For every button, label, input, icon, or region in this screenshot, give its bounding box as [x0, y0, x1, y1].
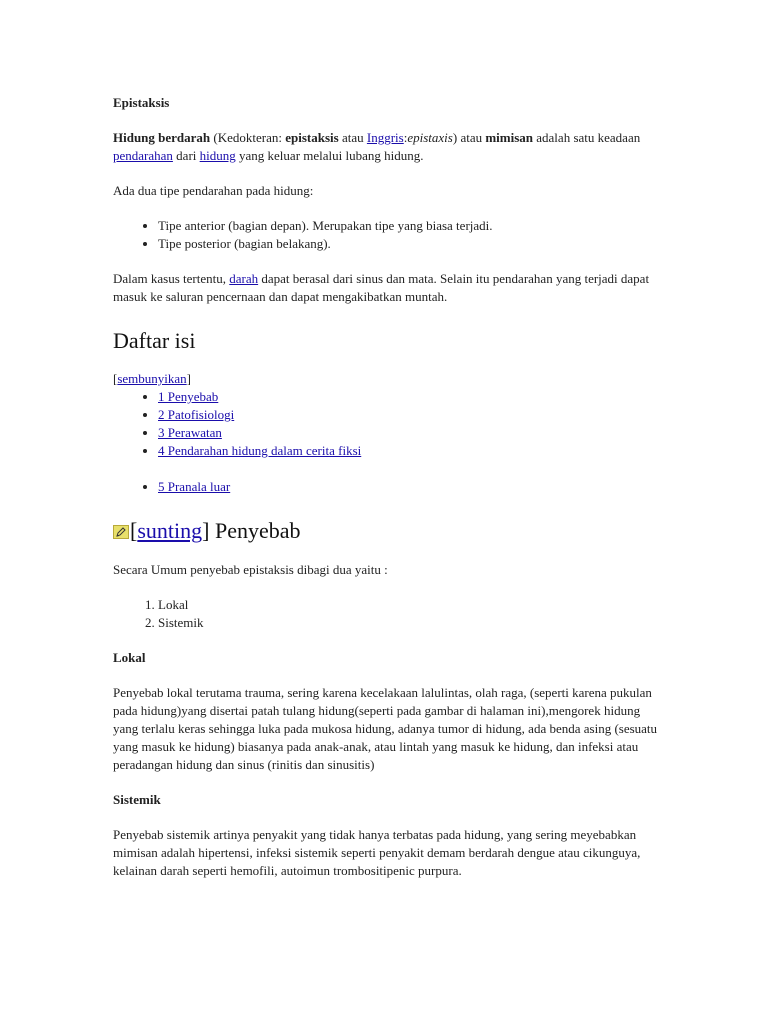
term-epistaxis: epistaxis	[407, 130, 453, 145]
link-hidung[interactable]: hidung	[199, 148, 236, 163]
bleeding-types-list	[113, 217, 658, 253]
list-item: 2. Sistemik	[158, 614, 658, 632]
intro-text-3: :	[403, 130, 408, 145]
edit-link-sunting[interactable]: sunting	[137, 518, 203, 543]
toc-item	[158, 478, 658, 496]
sistemik-paragraph: Penyebab sistemik artinya penyakit yang tidak hanya terbatas pada hidung, yang sering meyebabkan mimisan adalah hipertensi, infeksi sistemik seperti penyakit demam berdarah dengue atau cikunguya, kelainan darah seperti hemofili, autoimun trombositipenic purpura.	[113, 827, 641, 878]
types-intro: Ada dua tipe pendarahan pada hidung:	[113, 183, 314, 198]
lokal-paragraph: Penyebab lokal terutama trauma, sering karena kecelakaan lalulintas, olah raga, (seperti karena pukulan pada hidung)yang disertai patah tulang hidung(seperti pada gambar di halaman ini),mengorek hidung yang terlalu keras sehingga luka pada mukosa hidung, adanya tumor di hidung, ada benda asing (sesuatu yang masuk ke hidung) biasanya pada anak-anak, atau lintah yang masuk ke hidung, dan infeksi atau peradangan hidung dan sinus (rinitis dan sinusitis)	[113, 685, 658, 772]
toc-spacer	[158, 460, 658, 478]
toc-bracket-close: ]	[186, 371, 192, 386]
edit-bracket-close: ]	[202, 518, 210, 543]
intro-text-5: adalah satu keadaan	[533, 130, 641, 145]
intro-text-4: ) atau	[452, 130, 486, 145]
toc-link-fiksi[interactable]: 4 Pendarahan hidung dalam cerita fiksi	[158, 443, 362, 458]
intro-text-2: atau	[338, 130, 367, 145]
toc-link-penyebab[interactable]: 1 Penyebab	[158, 389, 219, 404]
toc-item	[158, 442, 658, 460]
toc-item	[158, 424, 658, 442]
link-pendarahan[interactable]: pendarahan	[113, 148, 173, 163]
toc-item	[158, 406, 658, 424]
toc-heading: Daftar isi	[113, 328, 196, 353]
toc-list	[113, 388, 658, 496]
term-mimisan: mimisan	[485, 130, 534, 145]
subheading-sistemik: Sistemik	[113, 792, 161, 807]
toc-link-patofisiologi[interactable]: 2 Patofisiologi	[158, 407, 235, 422]
link-inggris[interactable]: Inggris	[366, 130, 404, 145]
cases-text-1: Dalam kasus tertentu,	[113, 271, 230, 286]
list-item: • Tipe anterior (bagian depan). Merupakan tipe yang biasa terjadi.	[158, 217, 658, 235]
document-page	[113, 94, 658, 880]
toc-link-pranala[interactable]: 5 Pranala luar	[158, 479, 231, 494]
toc-bracket-open: [	[113, 371, 118, 386]
edit-bracket-open: [	[130, 518, 138, 543]
pencil-icon	[113, 525, 129, 539]
section-title: Penyebab	[209, 518, 301, 543]
list-item: 1. Lokal	[158, 596, 658, 614]
intro-text-1: (Kedokteran:	[210, 130, 286, 145]
intro-text-6: dari	[172, 148, 200, 163]
link-darah[interactable]: darah	[229, 271, 259, 286]
toc-item	[158, 388, 658, 406]
article-title: Epistaksis	[113, 95, 170, 110]
toc-toggle-line	[113, 370, 658, 388]
causes-intro: Secara Umum penyebab epistaksis dibagi dua yaitu :	[113, 562, 388, 577]
intro-paragraph	[113, 129, 658, 165]
term-epistaksis: epistaksis	[285, 130, 339, 145]
list-item: • Tipe posterior (bagian belakang).	[158, 235, 658, 253]
cases-text-2: dapat berasal dari sinus dan mata. Selain itu pendarahan yang terjadi dapat masuk ke saluran pencernaan dan dapat mengakibatkan muntah.	[113, 271, 650, 304]
toc-toggle-link[interactable]: sembunyikan	[117, 371, 187, 386]
cases-paragraph	[113, 270, 658, 306]
causes-list	[113, 596, 658, 632]
section-heading-penyebab	[113, 516, 658, 546]
term-hidung-berdarah: Hidung berdarah	[113, 130, 211, 145]
toc-link-perawatan[interactable]: 3 Perawatan	[158, 425, 222, 440]
subheading-lokal: Lokal	[113, 650, 146, 665]
intro-text-7: yang keluar melalui lubang hidung.	[235, 148, 424, 163]
